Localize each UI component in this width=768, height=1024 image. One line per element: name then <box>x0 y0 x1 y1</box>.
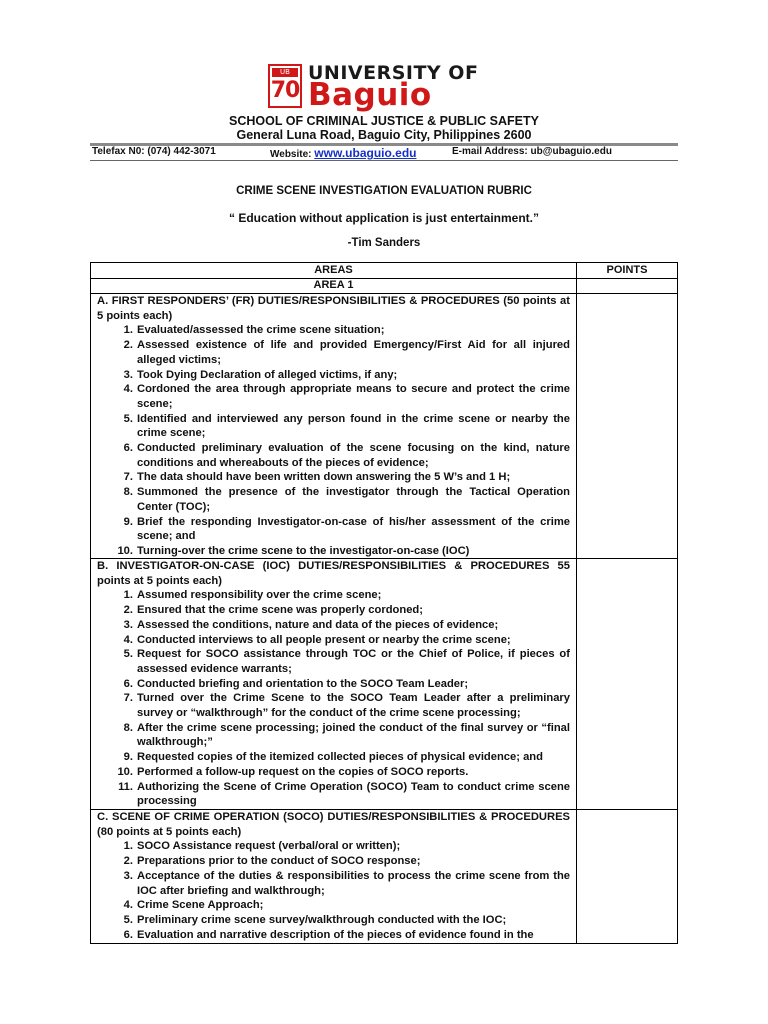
list-item: 9. Requested copies of the itemized collected pieces of physical evidence; and <box>123 751 543 764</box>
school-address: General Luna Road, Baguio City, Philippines 2600 <box>236 128 532 142</box>
list-item: 10. Performed a follow-up request on the copies of SOCO reports. <box>117 765 469 778</box>
item-list <box>91 839 576 942</box>
list-item: 5. Preliminary crime scene survey/walkthrough conducted with the IOC; <box>123 913 507 926</box>
list-item: 11. Authorizing the Scene of Crime Operation (SOCO) Team to conduct crime scene processing <box>118 780 570 808</box>
list-item: 3. Took Dying Declaration of alleged victims, if any; <box>123 368 398 381</box>
column-header-points: POINTS <box>606 264 648 276</box>
list-item: 5. Request for SOCO assistance through TOC or the Chief of Police, if pieces of assessed evidence warrants; <box>123 648 570 675</box>
list-item: 1. Evaluated/assessed the crime scene situation; <box>123 324 385 337</box>
document-title: CRIME SCENE INVESTIGATION EVALUATION RUBRIC <box>236 185 532 197</box>
header-divider-thin <box>90 160 678 161</box>
university-name-line1: UNIVERSITY OF <box>308 62 479 84</box>
section-heading: C. SCENE OF CRIME OPERATION (SOCO) DUTIES/RESPONSIBILITIES & PROCEDURES (80 points at 5 points each) <box>97 811 570 838</box>
list-item: 2. Ensured that the crime scene was properly cordoned; <box>123 604 423 617</box>
rubric-table <box>90 262 678 944</box>
university-logo <box>268 62 479 113</box>
university-name-line2: Baguio <box>308 77 432 113</box>
telefax: Telefax N0: (074) 442-3071 <box>92 146 216 157</box>
list-item: 3. Acceptance of the duties & responsibilities to process the crime scene from the IOC after briefing and walkthrough; <box>123 869 570 897</box>
list-item: 7. Turned over the Crime Scene to the SOCO Team Leader after a preliminary survey or “walkthrough” for the conduct of the crime scene processing; <box>123 692 570 720</box>
column-header-areas: AREAS <box>314 264 353 276</box>
list-item: 4. Conducted interviews to all people present or nearby the crime scene; <box>123 633 511 646</box>
quote-author: -Tim Sanders <box>347 237 421 249</box>
quote: “ Education without application is just entertainment.” <box>228 211 540 225</box>
list-item: 6. Conducted preliminary evaluation of the scene focusing on the kind, nature conditions and whereabouts of the pieces of evidence; <box>123 442 570 469</box>
seal-number: 70 <box>270 78 300 103</box>
list-item: 10. Turning-over the crime scene to the investigator-on-case (IOC) <box>117 544 470 557</box>
list-item: 5. Identified and interviewed any person found in the crime scene or nearby the crime scene; <box>123 412 570 440</box>
anniversary-seal-icon <box>268 64 302 108</box>
list-item: 1. Assumed responsibility over the crime scene; <box>123 589 382 602</box>
section-scene-of-crime-operation <box>91 810 576 942</box>
area-label: AREA 1 <box>313 279 354 291</box>
list-item: 6. Evaluation and narrative description of the pieces of evidence found in the <box>123 928 534 941</box>
column-divider <box>576 263 577 943</box>
list-item: 2. Preparations prior to the conduct of SOCO response; <box>123 855 421 868</box>
list-item: 1. SOCO Assistance request (verbal/oral or written); <box>123 840 401 853</box>
website-link[interactable]: www.ubaguio.edu <box>314 146 417 160</box>
list-item: 7. The data should have been written down answering the 5 W’s and 1 H; <box>123 471 511 484</box>
seal-top-band: UB <box>272 68 298 77</box>
list-item: 8. After the crime scene processing; joined the conduct of the final survey or “final walkthrough;” <box>123 721 570 749</box>
email-address: E-mail Address: ub@ubaguio.edu <box>452 146 612 157</box>
list-item: 6. Conducted briefing and orientation to the SOCO Team Leader; <box>123 677 469 690</box>
section-heading: A. FIRST RESPONDERS’ (FR) DUTIES/RESPONSIBILITIES & PROCEDURES (50 points at 5 points each) <box>97 295 570 322</box>
item-list <box>91 323 576 558</box>
school-name: SCHOOL OF CRIMINAL JUSTICE & PUBLIC SAFETY <box>229 114 539 128</box>
item-list <box>91 588 576 809</box>
website-row <box>270 146 417 160</box>
list-item: 8. Summoned the presence of the investigator through the Tactical Operation Center (TOC); <box>123 486 570 513</box>
list-item: 2. Assessed existence of life and provided Emergency/First Aid for all injured alleged victims; <box>123 339 570 366</box>
website-label: Website: <box>270 149 312 160</box>
list-item: 4. Cordoned the area through appropriate means to secure and protect the crime scene; <box>123 383 570 410</box>
section-first-responders <box>91 294 576 559</box>
list-item: 9. Brief the responding Investigator-on-case of his/her assessment of the crime scene; and <box>123 515 570 543</box>
section-heading: B. INVESTIGATOR-ON-CASE (IOC) DUTIES/RESPONSIBILITIES & PROCEDURES 55 points at 5 points each) <box>97 560 570 587</box>
section-investigator-on-case <box>91 559 576 809</box>
list-item: 3. Assessed the conditions, nature and data of the pieces of evidence; <box>123 618 499 631</box>
list-item: 4. Crime Scene Approach; <box>123 899 264 912</box>
